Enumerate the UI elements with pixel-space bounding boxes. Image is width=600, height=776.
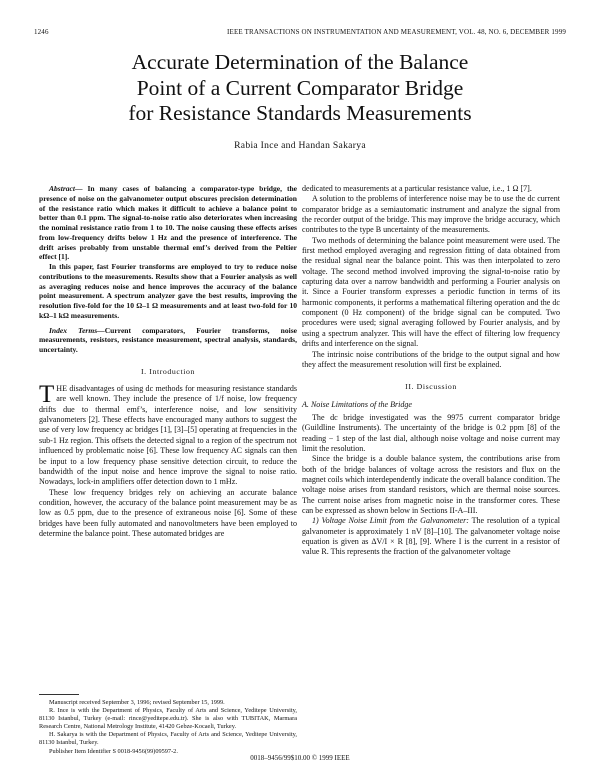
footnote-rule xyxy=(39,694,79,695)
discussion-paragraph-1: The dc bridge investigated was the 9975 current comparator bridge (Guildline Instruments). The uncertainty of the bridge is 0.2 ppm [8] of the reading − 1 step of the last dial, although noise voltage and noise current may limit the resolution. xyxy=(302,412,560,453)
right-paragraph-1: A solution to the problems of interference noise may be to use the dc current comparator bridge as a semiautomatic instrument and analyze the signal from the recorder output of the bridge. This may improve the bridge accuracy, which contributes to the type B uncertainty of the measurements. xyxy=(302,194,560,235)
abstract-text: In many cases of balancing a comparator-type bridge, the presence of noise on the galvanometer output obscures precision determination of the resistance ratio which makes it difficult to achieve a balance point to better than 0.1 ppm. The signal-to-noise ratio also deteriorates when increasing the nominal resistance ratio from 1 to 10. The noise causing these effects arises from low-frequency drifts below 1 Hz and the presence of interference. The drift arises probably from unstable thermal emf’s derived from the Peltier effect [1]. xyxy=(39,184,297,262)
subsubsection-label: 1) Voltage Noise Limit from the Galvanometer: xyxy=(312,516,469,526)
intro-paragraph-1 xyxy=(39,381,297,487)
authors: Rabia Ince and Handan Sakarya xyxy=(234,140,366,151)
right-column xyxy=(302,184,560,558)
discussion-paragraph-3 xyxy=(302,516,560,557)
footnotes xyxy=(39,699,297,756)
index-terms-text: Current comparators, Fourier transforms, noise measurements, resistors, resistance measurement, spectral analysis, standards, uncertainty. xyxy=(39,325,297,354)
title-line-2: Point of a Current Comparator Bridge xyxy=(136,75,464,100)
discussion-paragraph-3-text: The resolution of a typical galvanometer is approximately 1 nV [8]–[10]. The galvanometer voltage noise equation is given as ΔV/I × R [8], [9]. Where I is the current in a resistor of value R. This represents the fraction of the galvanometer voltage xyxy=(302,516,561,557)
section-heading-introduction: I. Introduction xyxy=(140,366,196,376)
paper-title xyxy=(40,50,560,127)
right-paragraph-2: Two methods of determining the balance point measurement were used. The first method employed averaging and regression fitting of data obtained from the residual signal near the balance point. This was then interpolated to zero voltage. The second method involved improving the signal-to-noise ratio by capturing data over a narrow bandwidth and performing a Fourier analysis on it. Since a Fourier transform expresses a periodic function in terms of its harmonic components, it performs a mathematical filtering operation and the dc component (0 Hz component) of the bridge signal can be computed. Two procedures were used; signal averaging followed by Fourier analysis, and by using a spectrum analyzer. This will have the effect of filtering low frequency drifts and interference on the signal. xyxy=(302,235,560,349)
index-terms-label: Index Terms— xyxy=(49,325,105,335)
footnote-received: Manuscript received September 3, 1996; revised September 15, 1999. xyxy=(49,699,225,706)
intro-paragraph-2: These low frequency bridges rely on achieving an accurate balance condition, however, the accuracy of the balance point measurement may be as low as 0.5 ppm, due to the presence of extraneous noise [6]. Some of these bridges have been fully automated and nanovoltmeters have been employed to determine the balance point. These automated bridges are xyxy=(39,487,297,538)
journal-name: IEEE TRANSACTIONS ON INSTRUMENTATION AND MEASUREMENT, VOL. 48, NO. 6, DECEMBER 1999 xyxy=(227,28,566,36)
right-paragraph-3: The intrinsic noise contributions of the bridge to the output signal and how they affect the measurement resolution will first be explained. xyxy=(302,349,560,369)
drop-cap: T xyxy=(39,381,55,409)
right-paragraph-0: dedicated to measurements at a particular resistance value, i.e., 1 Ω [7]. xyxy=(302,184,532,193)
abstract xyxy=(39,184,297,262)
title-line-1: Accurate Determination of the Balance xyxy=(131,50,469,74)
intro-paragraph-1-text: HE disadvantages of using dc methods for measuring resistance standards are well known. They include the presence of 1/f noise, low frequency drifts due to thermal emf’s, interference noise, and low sensitivity galvanometers [2]. These effects have encouraged many authors to suggest the use of very low frequency ac bridges [1], [3]–[5] operating at frequencies in the sub-1 Hz region. This offsets the detected signal to a region of the spectrum not influenced by problematic noise [6]. These low frequency AC signals can then be input to a low frequency phase sensitive detection circuit, to reduce the bandwidth of the input noise and hence improve the signal to noise ratio. Nowadays, lock-in amplifiers offer detection down to 1 mHz. xyxy=(39,384,297,487)
subsection-heading-a: A. Noise Limitations of the Bridge xyxy=(302,399,412,409)
abstract-paragraph-2: In this paper, fast Fourier transforms are employed to try to reduce noise contributions to the measurements. Results show that a Fourier analysis as well as averaging reduces noise and hence improves the accuracy of the balance point measurement. A spectrum analyzer gave the best results, improving the resolution five-fold for the 10 Ω–1 Ω measurements and at least two-fold for 10 kΩ–1 kΩ measurements. xyxy=(39,262,297,320)
copyright-footer: 0018–9456/99$10.00 © 1999 IEEE xyxy=(250,754,350,762)
left-column xyxy=(39,184,297,539)
title-line-3: for Resistance Standards Measurements xyxy=(128,101,472,125)
discussion-paragraph-2: Since the bridge is a double balance system, the contributions arise from both of the bridge balances of voltage across the resistors and flux on the magnet coils which interdependently indicate the overall balance condition. The voltage noise arises from standard resistors, which are thermal noise sources. The current noise arises from magnetic noise in the transformer cores. These can be expressed as shown below in Sections II-A–III. xyxy=(302,454,560,515)
footnote-ince: R. Ince is with the Department of Physics, Faculty of Arts and Science, Yeditepe University, 81130 Istanbul, Turkey (e-mail: rince@yeditepe.edu.tr). She is also with TUBITAK, Marmara Research Centre, National Metrology Institute, 41420 Gebze-Kocaeli, Turkey. xyxy=(39,707,297,731)
index-terms xyxy=(39,326,297,355)
footnote-publisher-id: Publisher Item Identifier S 0018-9456(99)09597-2. xyxy=(49,747,178,755)
page-number: 1246 xyxy=(34,28,49,36)
abstract-label: Abstract— xyxy=(49,184,83,193)
footnote-sakarya: H. Sakarya is with the Department of Physics, Faculty of Arts and Science, Yeditepe University, 81130 Istanbul, Turkey. xyxy=(39,731,297,747)
section-heading-discussion: II. Discussion xyxy=(405,382,457,392)
